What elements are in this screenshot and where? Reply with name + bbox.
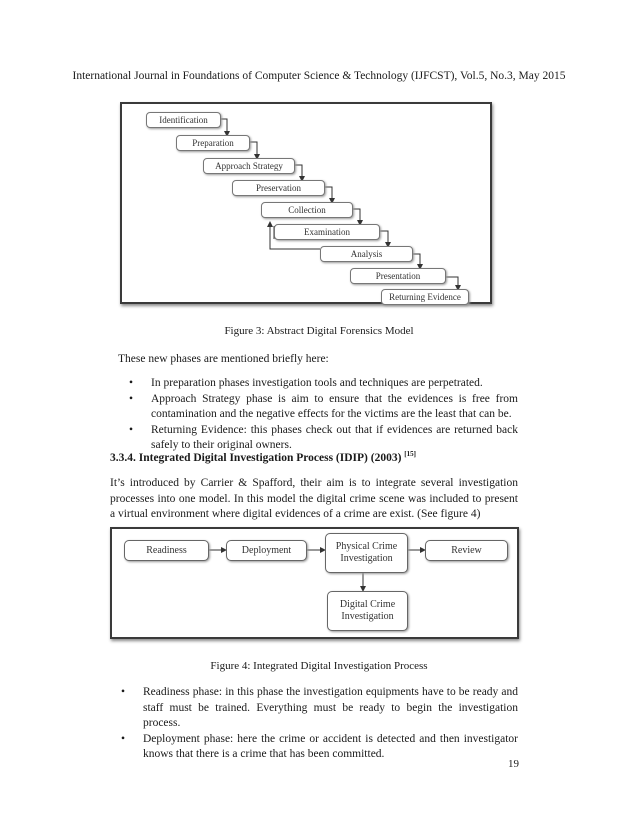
arrow-1 bbox=[220, 119, 227, 136]
box-review: Review bbox=[425, 540, 508, 561]
step-preservation: Preservation bbox=[232, 180, 325, 196]
arrow-6 bbox=[380, 231, 388, 247]
idip-phases-bullet-list bbox=[110, 685, 518, 763]
list-item: • In preparation phases investigation tools and techniques are perpetrated. bbox=[118, 376, 518, 392]
phases-bullet-list bbox=[118, 376, 518, 454]
list-item: • Readiness phase: in this phase the investigation equipments have to be ready and staff must be trained. Everything must be ready to begin the investigation process. bbox=[121, 686, 518, 729]
box-digital-crime-investigation: Digital Crime Investigation bbox=[327, 591, 408, 631]
figure-3-diagram bbox=[120, 102, 492, 304]
arrow-3 bbox=[294, 165, 302, 181]
list-item: • Returning Evidence: this phases check out that if evidences are returned back safely to their original owners. bbox=[129, 423, 518, 451]
section-heading: 3.3.4. Integrated Digital Investigation Process (IDIP) (2003) [15] bbox=[110, 450, 416, 464]
section-paragraph: It’s introduced by Carrier & Spafford, their aim is to integrate several investigation processes into one model. In this model the digital crime scene was included to present a virtual environment where digital evidences of a crime are exist. (See figure 4) bbox=[110, 477, 518, 520]
bullet-icon: • bbox=[129, 423, 134, 436]
box-readiness: Readiness bbox=[124, 540, 209, 561]
intro-text: These new phases are mentioned briefly here: bbox=[118, 353, 329, 365]
section-reference: [15] bbox=[404, 450, 416, 458]
arrow-4 bbox=[324, 187, 332, 203]
arrow-5 bbox=[352, 209, 360, 225]
figure-4-caption: Figure 4: Integrated Digital Investigation Process bbox=[210, 660, 428, 672]
page-number: 19 bbox=[508, 758, 519, 770]
figure-3-caption: Figure 3: Abstract Digital Forensics Model bbox=[224, 325, 414, 337]
step-returning-evidence: Returning Evidence bbox=[381, 289, 469, 305]
bullet-icon: • bbox=[129, 392, 134, 405]
box-physical-crime-investigation: Physical Crime Investigation bbox=[325, 533, 408, 573]
step-presentation: Presentation bbox=[350, 268, 446, 284]
arrow-7 bbox=[412, 254, 420, 269]
step-analysis: Analysis bbox=[320, 246, 413, 262]
box-deployment: Deployment bbox=[226, 540, 307, 561]
step-approach-strategy: Approach Strategy bbox=[203, 158, 295, 174]
bullet-icon: • bbox=[121, 686, 126, 698]
list-item: • Deployment phase: here the crime or accident is detected and then investigator knows that there is a crime that has been committed. bbox=[121, 732, 518, 760]
step-identification: Identification bbox=[146, 112, 221, 128]
bullet-icon: • bbox=[129, 377, 134, 389]
list-item: • Approach Strategy phase is aim to ensure that the evidences is free from contamination and the negative effects for the victims are the least that can be. bbox=[129, 392, 518, 420]
figure-4-diagram bbox=[110, 527, 519, 639]
step-collection: Collection bbox=[261, 202, 353, 218]
bullet-icon: • bbox=[121, 732, 126, 745]
step-examination: Examination bbox=[274, 224, 380, 240]
step-preparation: Preparation bbox=[176, 135, 250, 151]
running-header: International Journal in Foundations of Computer Science & Technology (IJFCST), Vol.5, No.3, May 2015 bbox=[72, 70, 566, 82]
